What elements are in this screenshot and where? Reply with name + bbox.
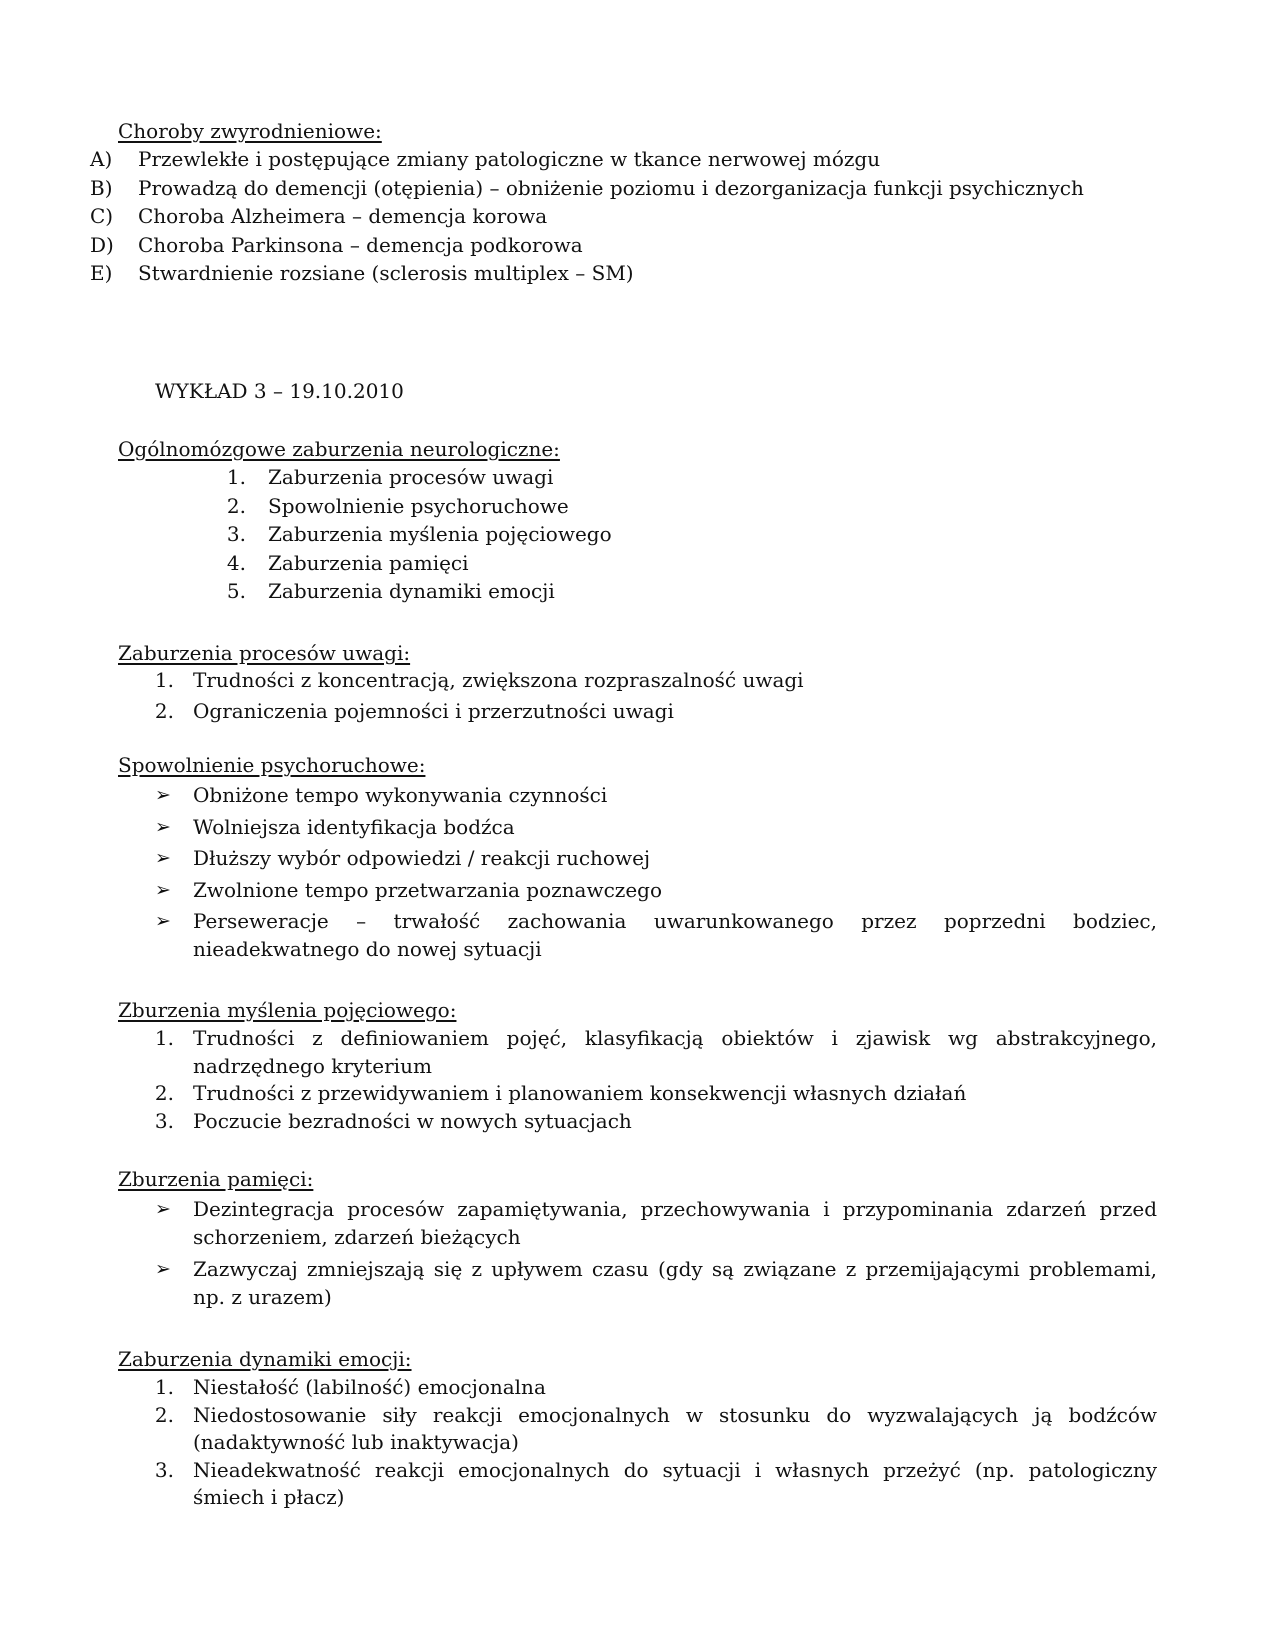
list-item (0, 1108, 1275, 1136)
list-item-text: Przewlekłe i postępujące zmiany patologiczne w tkance nerwowej mózgu (138, 147, 881, 171)
list-item-text: Prowadzą do demencji (otępienia) – obniżenie poziomu i dezorganizacja funkcji psychicznych (138, 175, 1084, 200)
list-item-text: Zaburzenia dynamiki emocji (268, 579, 555, 603)
list-item-text: Poczucie bezradności w nowych sytuacjach (193, 1108, 632, 1133)
list-marker: 5. (226, 579, 246, 603)
list-item (0, 877, 1275, 905)
arrowhead-bullet-icon: ➢ (155, 878, 171, 901)
list-item (0, 667, 1275, 695)
list-item (0, 232, 1275, 261)
list-item (0, 1196, 1275, 1251)
list-item-text: Nieadekwatność reakcji emocjonalnych do sytuacji i własnych przeżyć (np. patologiczny śmiech i płacz) (193, 1457, 1157, 1509)
list-item-text: Dezintegracja procesów zapamiętywania, przechowywania i przypominania zdarzeń przed schorzeniem, zdarzeń bieżących (193, 1197, 1157, 1249)
list-item (0, 464, 1275, 493)
list-marker: 1. (154, 1026, 174, 1050)
list-item-text: Niestałość (labilność) emocjonalna (193, 1375, 546, 1399)
section-heading: Zburzenia pamięci: (118, 1167, 314, 1191)
list-marker: 1. (154, 668, 174, 692)
numbered-list (0, 1374, 1275, 1512)
list-marker: 2. (154, 1402, 174, 1427)
list-item-text: Zazwyczaj zmniejszają się z upływem czasu (gdy są związane z przemijającymi problemami, np. z urazem) (193, 1257, 1157, 1309)
list-item (0, 175, 1275, 204)
arrow-bullet-list (0, 1196, 1275, 1311)
list-item-text: Niedostosowanie siły reakcji emocjonalnych w stosunku do wyzwalających ją bodźców (nadaktywność lub inaktywacja) (193, 1402, 1157, 1454)
section-heading: Ogólnomózgowe zaburzenia neurologiczne: (118, 437, 560, 461)
numbered-list (0, 1025, 1275, 1135)
list-item (0, 1025, 1275, 1080)
lettered-list (0, 146, 1275, 289)
list-item (0, 698, 1275, 726)
list-item (0, 845, 1275, 873)
arrowhead-bullet-icon: ➢ (155, 1198, 171, 1220)
list-item-text: Trudności z definiowaniem pojęć, klasyfikacją obiektów i zjawisk wg abstrakcyjnego, nadrzędnego kryterium (193, 1026, 1157, 1078)
list-item-text: Obniżone tempo wykonywania czynności (193, 783, 608, 807)
arrowhead-bullet-icon: ➢ (155, 1258, 171, 1280)
list-item-text: Spowolnienie psychoruchowe (268, 493, 569, 518)
list-marker: 1. (226, 465, 246, 489)
list-marker: E) (90, 261, 113, 285)
numbered-list (0, 464, 1275, 607)
list-item-text: Ograniczenia pojemności i przerzutności uwagi (193, 698, 674, 723)
list-marker: C) (90, 204, 114, 228)
list-marker: D) (90, 232, 114, 257)
list-marker: 4. (226, 550, 246, 575)
list-marker: 1. (154, 1375, 174, 1399)
list-item-text: Choroba Alzheimera – demencja korowa (138, 204, 548, 228)
section-heading: Zaburzenia dynamiki emocji: (118, 1347, 412, 1371)
list-item-text: Wolniejsza identyfikacja bodźca (193, 814, 515, 839)
list-item-text: Choroba Parkinsona – demencja podkorowa (138, 232, 583, 257)
list-item-text: Perseweracje – trwałość zachowania uwarunkowanego przez poprzedni bodziec, nieadekwatnego do nowej sytuacji (193, 909, 1157, 961)
list-item (0, 782, 1275, 810)
arrowhead-bullet-icon: ➢ (155, 784, 171, 806)
list-marker: 2. (154, 698, 174, 723)
list-item-text: Trudności z przewidywaniem i planowaniem konsekwencji własnych działań (193, 1081, 967, 1105)
arrow-bullet-list (0, 782, 1275, 963)
list-item (0, 260, 1275, 289)
list-marker: 3. (154, 1457, 174, 1482)
list-marker: B) (90, 175, 113, 200)
list-marker: 3. (226, 522, 246, 546)
list-item (0, 550, 1275, 579)
list-item-text: Zaburzenia myślenia pojęciowego (268, 522, 612, 546)
list-item (0, 203, 1275, 232)
section-heading: Spowolnienie psychoruchowe: (118, 753, 426, 777)
list-item (0, 1402, 1275, 1457)
list-item (0, 493, 1275, 522)
section-heading: Zburzenia myślenia pojęciowego: (118, 998, 457, 1022)
section-heading: Zaburzenia procesów uwagi: (118, 641, 411, 665)
numbered-list (0, 667, 1275, 725)
list-item-text: Trudności z koncentracją, zwiększona rozpraszalność uwagi (193, 668, 804, 692)
list-item-text: Zaburzenia pamięci (268, 550, 469, 575)
list-marker: 2. (154, 1081, 174, 1105)
section-heading: Choroby zwyrodnieniowe: (118, 119, 382, 143)
arrowhead-bullet-icon: ➢ (155, 910, 171, 932)
arrowhead-bullet-icon: ➢ (155, 815, 171, 838)
arrowhead-bullet-icon: ➢ (155, 847, 171, 869)
list-marker: A) (90, 147, 113, 171)
lecture-title: WYKŁAD 3 – 19.10.2010 (155, 379, 404, 403)
list-item-text: Dłuższy wybór odpowiedzi / reakcji ruchowej (193, 846, 651, 870)
list-item (0, 578, 1275, 607)
list-item (0, 1256, 1275, 1311)
list-item (0, 1457, 1275, 1512)
list-item (0, 1374, 1275, 1402)
list-marker: 2. (226, 493, 246, 518)
list-item (0, 814, 1275, 842)
list-item (0, 908, 1275, 963)
list-item (0, 146, 1275, 175)
list-item (0, 521, 1275, 550)
list-item (0, 1080, 1275, 1108)
list-item-text: Zwolnione tempo przetwarzania poznawczego (193, 877, 663, 902)
list-marker: 3. (154, 1108, 174, 1133)
list-item-text: Zaburzenia procesów uwagi (268, 465, 554, 489)
list-item-text: Stwardnienie rozsiane (sclerosis multiplex – SM) (138, 261, 634, 285)
